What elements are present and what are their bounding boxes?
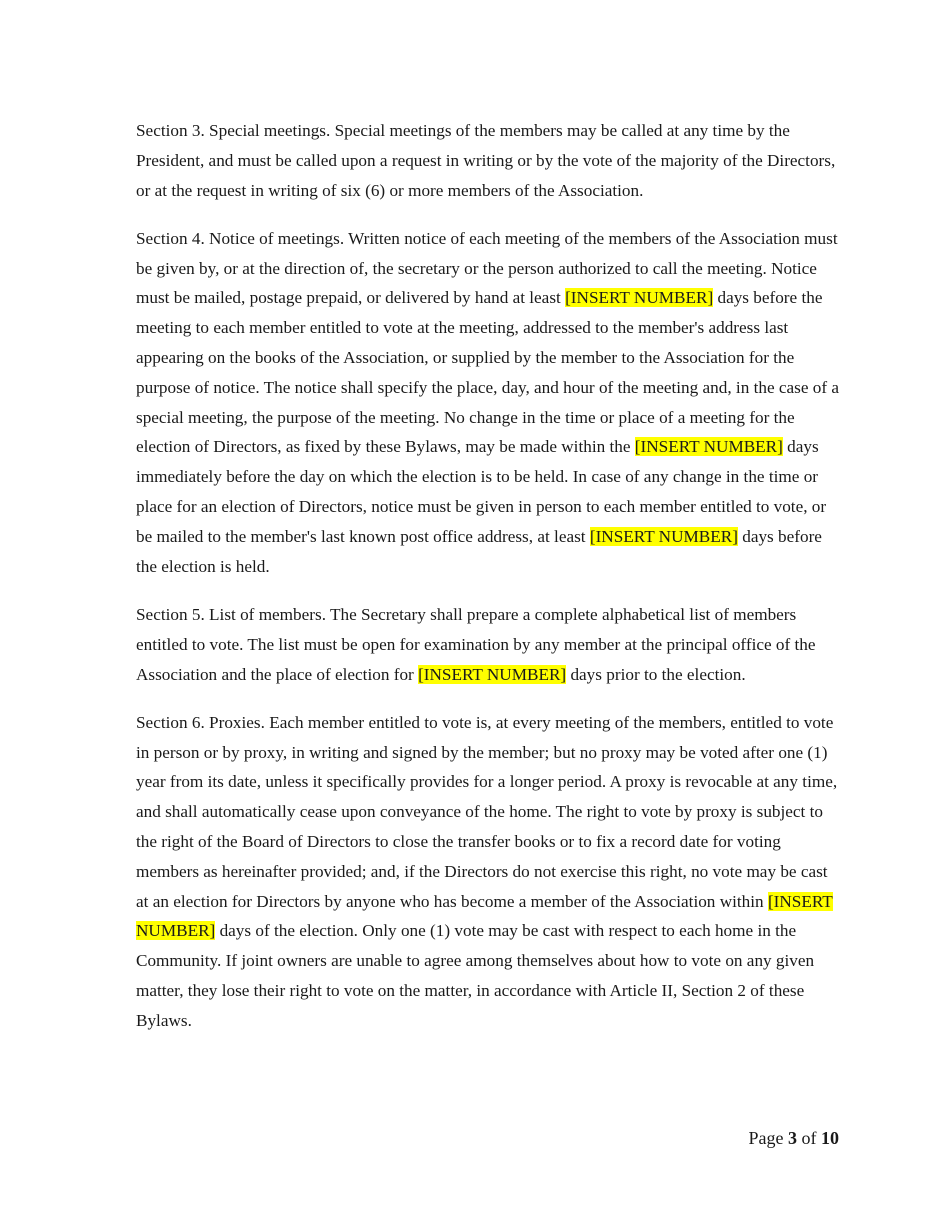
paragraph-text: days before the election is held. xyxy=(136,526,822,576)
current-page-number: 3 xyxy=(788,1128,797,1148)
paragraph-section-3 xyxy=(136,116,842,205)
paragraph-text: days of the election. Only one (1) vote may be cast with respect to each home in the Community. If joint owners are unable to agree among themselves about how to vote on any given matter, they lose their right to vote on the matter, in accordance with Article II, Section 2 of these Bylaws. xyxy=(136,921,815,1030)
page-footer xyxy=(749,1128,840,1149)
insert-number-placeholder: [INSERT NUMBER] xyxy=(634,437,783,457)
paragraph-text: days prior to the election. xyxy=(566,664,746,684)
paragraph-text: Section 6. Proxies. Each member entitled to vote is, at every meeting of the members, entitled to vote in person or by proxy, in writing and signed by the member; but no proxy may be voted after one (1) year from its date, unless it specifically provides for a longer period. A proxy is revocable at any time, and shall automatically cease upon conveyance of the home. The right to vote by proxy is subject to the right of the Board of Directors to close the transfer books or to fix a record date for voting members as hereinafter provided; and, if the Directors do not exercise this right, no vote may be cast at an election for Directors by anyone who has become a member of the Association within xyxy=(136,712,838,911)
of-word: of xyxy=(801,1128,817,1148)
paragraph-section-4 xyxy=(136,224,842,582)
total-pages-number: 10 xyxy=(821,1128,839,1148)
insert-number-placeholder: [INSERT NUMBER] xyxy=(418,664,567,684)
page-word: Page xyxy=(748,1128,784,1148)
insert-number-placeholder: [INSERT NUMBER] xyxy=(136,891,833,941)
paragraph-text: Section 4. Notice of meetings. Written notice of each meeting of the members of the Association must be given by, or at the direction of, the secretary or the person authorized to call the meeting. Notice must be mailed, postage prepaid, or delivered by hand at least xyxy=(136,228,838,308)
insert-number-placeholder: [INSERT NUMBER] xyxy=(589,526,738,546)
document-body xyxy=(136,116,842,1054)
paragraph-text: Section 3. Special meetings. Special meetings of the members may be called at any time by the President, and must be called upon a request in writing or by the vote of the majority of the Directors, or at the request in writing of six (6) or more members of the Association. xyxy=(136,121,836,200)
paragraph-text: days immediately before the day on which the election is to be held. In case of any change in the time or place for an election of Directors, notice must be given in person to each member entitled to vote, or be mailed to the member's last known post office address, at least xyxy=(136,437,827,546)
paragraph-section-5 xyxy=(136,600,842,689)
paragraph-text: Section 5. List of members. The Secretary shall prepare a complete alphabetical list of members entitled to vote. The list must be open for examination by any member at the principal office of the Association and the place of election for xyxy=(136,604,816,684)
insert-number-placeholder: [INSERT NUMBER] xyxy=(565,288,714,308)
paragraph-text: days before the meeting to each member entitled to vote at the meeting, addressed to the member's address last appearing on the books of the Association, or supplied by the member to the Association for the purpose of notice. The notice shall specify the place, day, and hour of the meeting and, in the case of a special meeting, the purpose of the meeting. No change in the time or place of a meeting for the election of Directors, as fixed by these Bylaws, may be made within the xyxy=(136,288,840,457)
paragraph-section-6 xyxy=(136,708,842,1036)
